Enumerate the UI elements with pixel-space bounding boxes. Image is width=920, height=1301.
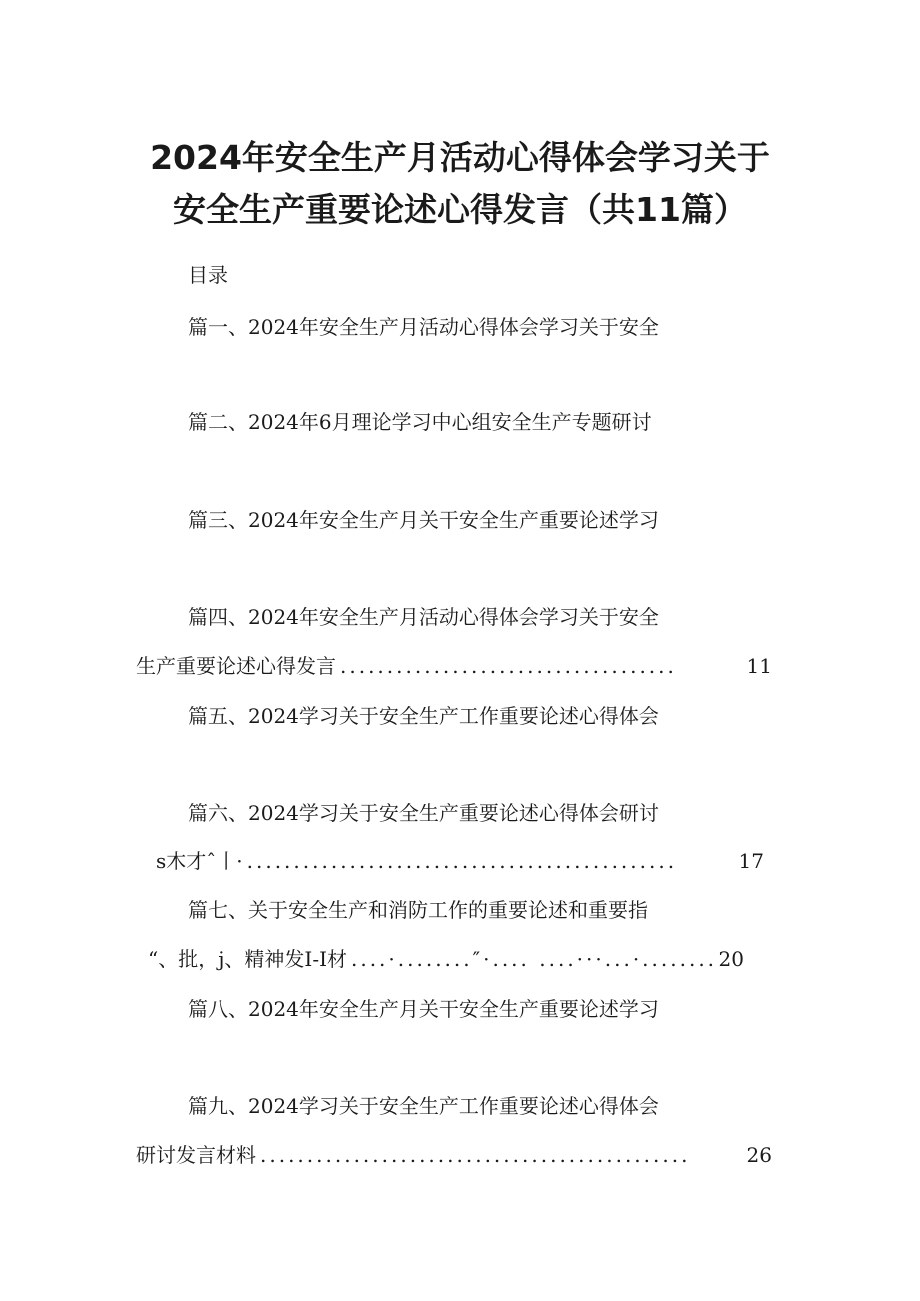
toc-entry-4-page-number: 11 (746, 654, 772, 678)
toc-entry-7-cont-text: “、批，j、精神发I-I材 (148, 947, 347, 971)
toc-entry-7[interactable]: 篇七、关于安全生产和消防工作的重要论述和重要指 (188, 898, 648, 922)
toc-entry-6[interactable]: 篇六、2024学习关于安全生产重要论述心得体会研讨 (188, 801, 659, 825)
toc-entry-7-continuation[interactable] (148, 946, 744, 972)
toc-entry-4-leader: .................................... (340, 654, 677, 678)
toc-entry-9-cont-text: 研讨发言材料 (136, 1143, 256, 1167)
toc-entry-9-leader: .............................................. (260, 1143, 691, 1167)
toc-entry-8[interactable]: 篇八、2024年安全生产月关干安全生产重要论述学习 (188, 997, 659, 1021)
toc-entry-9-continuation[interactable] (136, 1142, 772, 1168)
toc-entry-6-page-number: 17 (738, 849, 764, 873)
toc-entry-5[interactable]: 篇五、2024学习关于安全生产工作重要论述心得体会 (188, 704, 659, 728)
toc-entry-6-cont-text: s木才ˆ丨· (156, 849, 243, 873)
toc-entry-7-leader: ....·........″·.... ....···...·........ (350, 947, 718, 971)
toc-entry-9-page-number: 26 (746, 1143, 772, 1167)
title-line-1: 2024年安全生产月活动心得体会学习关于 (150, 138, 770, 177)
title-line-2: 安全生产重要论述心得发言（共11篇） (173, 190, 747, 229)
toc-entry-4-continuation[interactable] (136, 653, 772, 679)
toc-entry-3[interactable]: 篇三、2024年安全生产月关干安全生产重要论述学习 (188, 508, 659, 532)
toc-entry-4[interactable]: 篇四、2024年安全生产月活动心得体会学习关于安全 (188, 605, 659, 629)
toc-entry-7-page-number: 20 (718, 947, 744, 971)
toc-entry-6-leader: .............................................. (246, 849, 678, 873)
toc-entry-6-continuation[interactable] (156, 848, 764, 874)
toc-entry-4-cont-text: 生产重要论述心得发言 (136, 654, 336, 678)
toc-entry-1[interactable]: 篇一、2024年安全生产月活动心得体会学习关于安全 (188, 315, 659, 339)
toc-entry-9[interactable]: 篇九、2024学习关于安全生产工作重要论述心得体会 (188, 1094, 659, 1118)
toc-heading: 目录 (188, 263, 228, 287)
toc-entry-2[interactable]: 篇二、2024年6月理论学习中心组安全生产专题研讨 (188, 410, 652, 434)
